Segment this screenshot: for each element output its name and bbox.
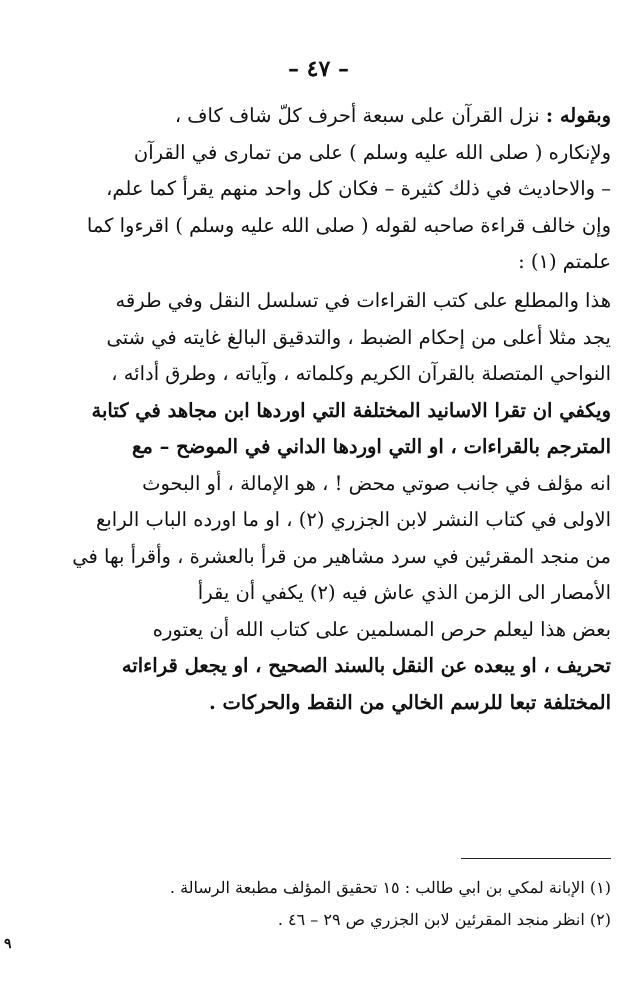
paragraph-lead: وبقوله :	[545, 104, 611, 127]
text-line-bold: تحريف ، او يبعده عن النقل بالسند الصحيح ، او يجعل قراءاته	[121, 654, 611, 677]
text-line: علمتم (١) :	[518, 250, 611, 273]
text-line-bold: ويكفي ان تقرا الاسانيد المختلفة التي اوردها ابن مجاهد في كتابة	[91, 398, 611, 422]
page-number: – ٤٧ –	[288, 56, 349, 82]
paragraph-2	[21, 283, 611, 721]
text-line	[21, 98, 611, 135]
text-line: هذا والمطلع على كتب القراءات في تسلسل النقل وفي طرقه	[115, 289, 611, 312]
text-line: النواحي المتصلة بالقرآن الكريم وكلماته ، وآياته ، وطرق أدائه ،	[111, 362, 611, 385]
text-line: وإن خالف قراءة صاحبه لقوله ( صلى الله عليه وسلم ) اقرءوا كما	[86, 213, 611, 237]
text-line: ولإنكاره ( صلى الله عليه وسلم ) على من تمارى في القرآن	[133, 140, 611, 164]
footnote-1: (١) الإبانة لمكي بن ابي طالب : ١٥ تحقيق المؤلف مطبعة الرسالة .	[169, 878, 611, 897]
text-line: انه مؤلف في جانب صوتي محض ! ، هو الإمالة ، أو البحوث	[142, 471, 611, 495]
text-line: من منجد المقرئين في سرد مشاهير من قرأ بالعشرة ، وأقرأ بها في	[72, 544, 611, 568]
text-line-bold: المختلفة تبعا للرسم الخالي من النقط والحركات .	[208, 690, 611, 714]
text-line-content: نزل القرآن على سبعة أحرف كلّ شاف كاف ،	[174, 104, 546, 127]
text-line: الاولى في كتاب النشر لابن الجزري (٢) ، او ما اورده الباب الرابع	[95, 508, 611, 531]
text-line: الأمصار الى الزمن الذي عاش فيه (٢) يكفي أن يقرأ	[197, 581, 611, 604]
text-line: بعض هذا ليعلم حرص المسلمين على كتاب الله أن يعتوره	[152, 617, 611, 641]
footnotes	[21, 872, 611, 936]
margin-mark: ٩	[4, 936, 12, 952]
text-line: – والاحاديث في ذلك كثيرة – فكان كل واحد منهم يقرأ كما علم،	[106, 177, 611, 200]
paragraph-1	[21, 98, 611, 281]
text-line: يجد مثلا أعلى من إحكام الضبط ، والتدقيق البالغ غايته في شتى	[106, 325, 611, 349]
footnote-divider	[461, 858, 611, 859]
footnote-2: (٢) انظر منجد المقرئين لابن الجزري ص ٢٩ – ٤٦ .	[277, 910, 611, 929]
text-line-bold: المترجم بالقراءات ، او التي اوردها الداني في الموضح – مع	[132, 435, 611, 458]
